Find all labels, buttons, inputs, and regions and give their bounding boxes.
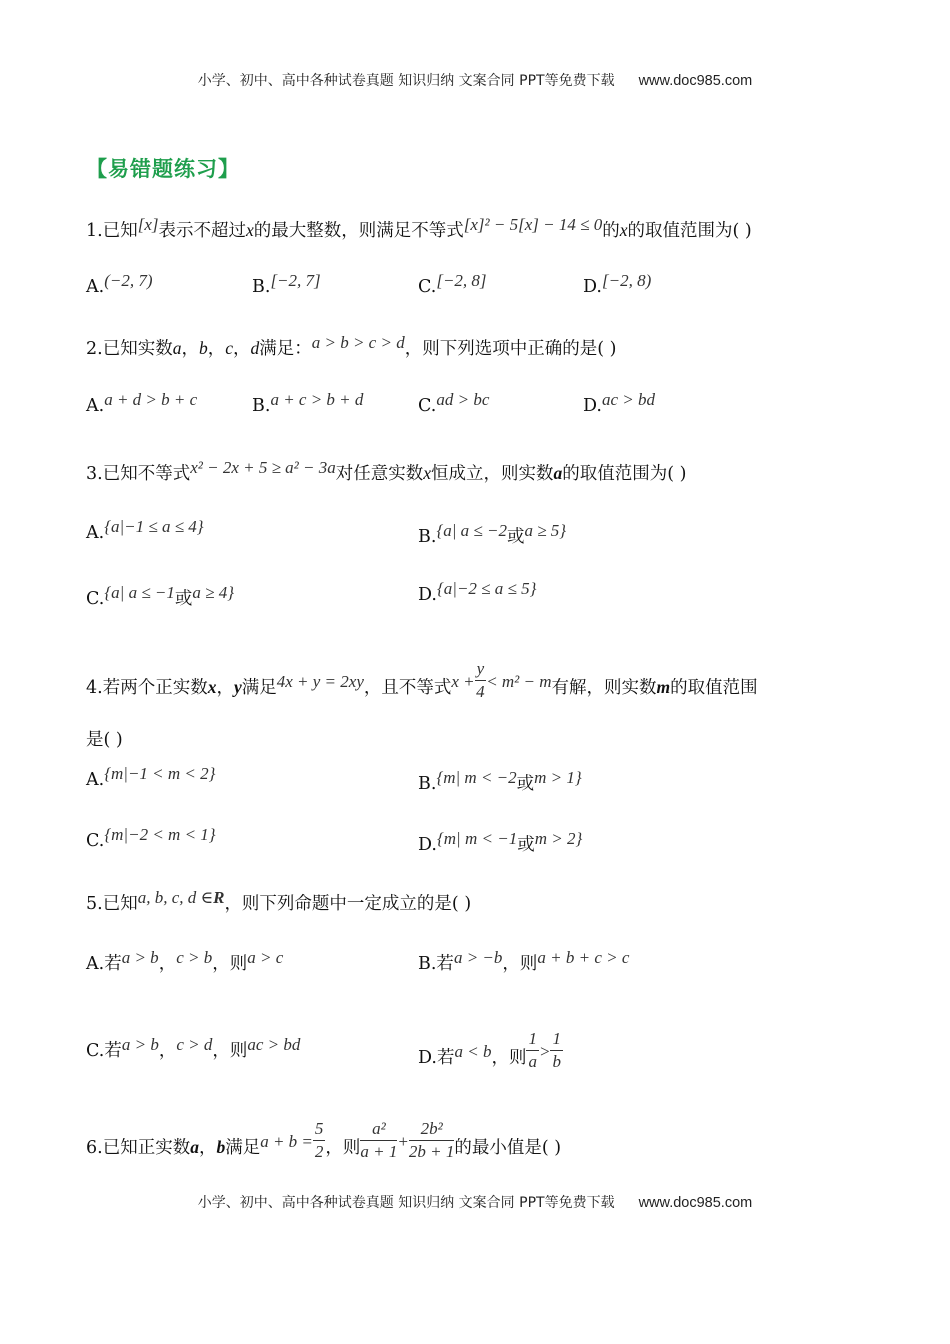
q5-text: 5.已知 — [86, 894, 138, 914]
q2-var: a — [172, 338, 182, 358]
q1-var: x — [619, 220, 628, 240]
q5-fraction-1b: $\frac{1}{b}$ — [552, 1029, 561, 1071]
q5-option-c[interactable]: C.若a > b，c > d，则ac > bd — [86, 1035, 301, 1061]
q1-text: 的最大整数，则满足不等式 — [253, 221, 464, 241]
q1-option-c[interactable]: C.[−2, 8] — [418, 271, 487, 297]
q1-option-a[interactable]: A.(−2, 7) — [86, 271, 153, 297]
header-text: 小学、初中、高中各种试卷真题 知识归纳 文案合同 PPT等免费下载 — [197, 73, 615, 89]
page-footer — [0, 1192, 950, 1212]
q3-option-c[interactable]: C.{a| a ≤ −1或a ≥ 4} — [86, 583, 235, 609]
q1-text: 表示不超过 — [158, 221, 246, 241]
q4-math: 4x + y = 2xy — [276, 672, 364, 691]
q3-text: 的取值范围为( ) — [562, 464, 687, 484]
q4-option-c[interactable]: C.{m|−2 < m < 1} — [86, 825, 216, 851]
q4-fraction: $\frac{y}{4}$ — [476, 659, 485, 701]
q4-option-b[interactable]: B.{m| m < −2或m > 1} — [418, 768, 582, 794]
question-5 — [86, 890, 471, 915]
q4-var: y — [233, 677, 242, 697]
q1-math: [x] — [137, 215, 159, 234]
q2-text: 2.已知实数 — [86, 339, 173, 359]
q2-math: a > b > c > d — [311, 333, 405, 352]
q2-option-c[interactable]: C.ad > bc — [418, 390, 490, 416]
q4-text: 满足 — [241, 678, 277, 698]
q4-math: < m² − m — [486, 672, 552, 691]
q2-var: c — [225, 338, 233, 358]
q3-text: 3.已知不等式 — [86, 464, 191, 484]
q1-var: x — [245, 220, 254, 240]
q6-text: 的最小值是( ) — [454, 1138, 562, 1158]
q3-var: a — [553, 463, 563, 483]
q3-text: 对任意实数 — [335, 464, 424, 484]
page-header — [0, 70, 950, 90]
q2-option-a[interactable]: A.a + d > b + c — [86, 390, 198, 416]
q4-var: m — [656, 677, 671, 697]
q3-math: x² − 2x + 5 ≥ a² − 3a — [190, 458, 336, 477]
q1-text: 的 — [602, 221, 620, 241]
q5-option-d[interactable]: D.若a < b，则 $\frac{1}{a}$ > $\frac{1}{b}$ — [418, 1029, 561, 1071]
question-6: 6.已知正实数a，b满足a + b = $\frac{5}{2}$ ，则 $\frac{\text{a²}}{a + 1}$ + $\frac{\text{2b²}}{2b + 1}$ 的最小值是( ) — [86, 1119, 562, 1161]
q5-math: a, b, c, d ∈ — [137, 888, 214, 907]
q4-math: x + — [451, 672, 475, 691]
q4-option-d[interactable]: D.{m| m < −1或m > 2} — [418, 829, 583, 855]
section-title: 【易错题练习】 — [86, 157, 240, 181]
header-url[interactable]: www.doc985.com — [638, 73, 753, 89]
q5-text: ，则下列命题中一定成立的是( ) — [224, 894, 472, 914]
q2-text: 满足： — [259, 339, 312, 359]
q3-var: x — [423, 463, 432, 483]
q3-text: 恒成立，则实数 — [431, 464, 554, 484]
q2-option-b[interactable]: B.a + c > b + d — [252, 390, 364, 416]
q4-text: 的取值范围 — [670, 678, 758, 698]
footer-text: 小学、初中、高中各种试卷真题 知识归纳 文案合同 PPT等免费下载 — [197, 1195, 615, 1211]
q4-option-a[interactable]: A.{m|−1 < m < 2} — [86, 764, 216, 790]
q4-text: 有解，则实数 — [551, 678, 657, 698]
q5-option-a[interactable]: A.若a > b，c > b，则a > c — [86, 948, 284, 974]
q2-var: b — [198, 338, 208, 358]
question-4-cont: 是( ) — [86, 730, 123, 750]
q6-math: a + b = — [260, 1132, 313, 1151]
footer-url[interactable]: www.doc985.com — [638, 1195, 753, 1211]
q6-text: 6.已知正实数 — [86, 1138, 191, 1158]
q1-text: 的取值范围为( ) — [627, 221, 752, 241]
q5-real-set: R — [213, 888, 225, 907]
q2-text: ，则下列选项中正确的是( ) — [404, 339, 617, 359]
q1-option-b[interactable]: B.[−2, 7] — [252, 271, 321, 297]
q6-fraction-5-2: $\frac{5}{2}$ — [314, 1119, 324, 1161]
question-2: 2.已知实数a，b，c，d满足：a > b > c > d，则下列选项中正确的是( ) — [86, 333, 617, 359]
q5-fraction-1a: $\frac{1}{a}$ — [528, 1029, 537, 1071]
q6-var: a — [190, 1137, 199, 1157]
q3-option-a[interactable]: A.{a|−1 ≤ a ≤ 4} — [86, 517, 204, 543]
q1-option-d[interactable]: D.[−2, 8) — [583, 271, 652, 297]
question-3 — [86, 460, 686, 485]
q6-var: b — [216, 1137, 226, 1157]
q6-fraction-a: $\frac{\text{a²}}{a + 1}$ — [360, 1119, 398, 1161]
q6-text: ，则 — [325, 1138, 361, 1158]
q6-fraction-b: $\frac{\text{2b²}}{2b + 1}$ — [408, 1119, 455, 1161]
q2-option-d[interactable]: D.ac > bd — [583, 390, 656, 416]
q3-option-d[interactable]: D.{a|−2 ≤ a ≤ 5} — [418, 579, 537, 605]
q2-var: d — [250, 338, 260, 358]
q4-text: ，且不等式 — [363, 678, 452, 698]
q3-option-b[interactable]: B.{a| a ≤ −2或a ≥ 5} — [418, 521, 567, 547]
q4-var: x — [207, 677, 217, 697]
q6-text: 满足 — [225, 1138, 261, 1158]
question-1 — [86, 217, 752, 242]
q5-option-b[interactable]: B.若a > −b，则a + b + c > c — [418, 948, 630, 974]
q4-text: 4.若两个正实数 — [86, 678, 208, 698]
question-4: 4.若两个正实数x，y满足4x + y = 2xy，且不等式x + $\frac{y}{4}$ < m² − m有解，则实数m的取值范围 — [86, 659, 758, 701]
q1-inequality: [x]² − 5[x] − 14 ≤ 0 — [463, 215, 603, 234]
q1-text: 1.已知 — [86, 221, 138, 241]
